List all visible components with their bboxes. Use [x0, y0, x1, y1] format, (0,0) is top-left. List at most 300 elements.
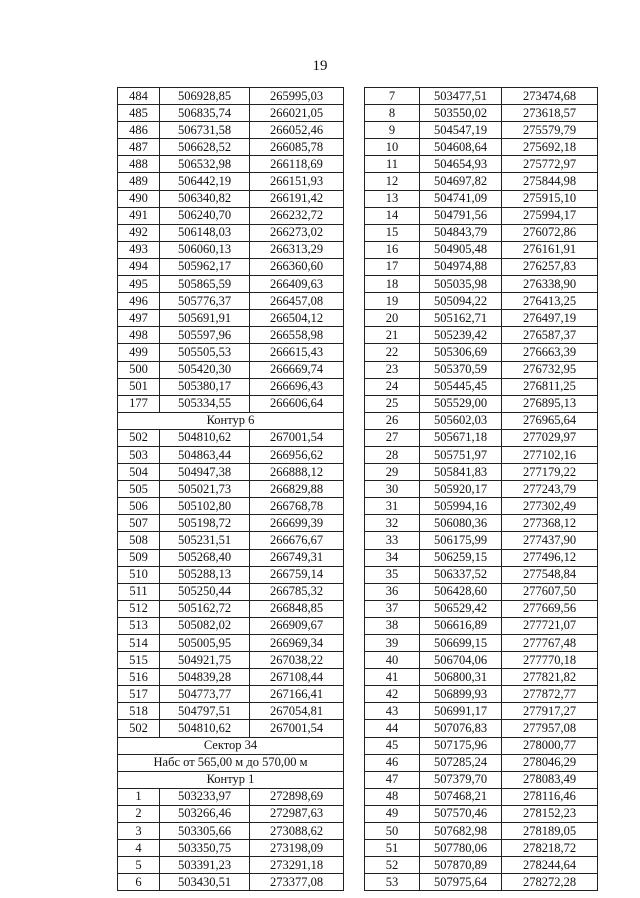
x-coordinate-cell: 505021,73 [160, 481, 250, 498]
point-number-cell: 491 [118, 207, 160, 224]
y-coordinate-cell: 276497,19 [502, 310, 598, 327]
x-coordinate-cell: 505691,91 [160, 310, 250, 327]
section-header-row [118, 754, 344, 771]
table-row [365, 549, 598, 566]
point-number-cell: 18 [365, 276, 420, 293]
table-row [365, 344, 598, 361]
point-number-cell: 40 [365, 652, 420, 669]
table-row [365, 481, 598, 498]
x-coordinate-cell: 505239,42 [420, 327, 502, 344]
x-coordinate-cell: 506532,98 [160, 156, 250, 173]
y-coordinate-cell: 275772,97 [502, 156, 598, 173]
y-coordinate-cell: 276587,37 [502, 327, 598, 344]
y-coordinate-cell: 275994,17 [502, 207, 598, 224]
x-coordinate-cell: 505380,17 [160, 378, 250, 395]
x-coordinate-cell: 506699,15 [420, 635, 502, 652]
coordinates-table-left [117, 87, 344, 891]
point-number-cell: 494 [118, 258, 160, 275]
section-header: Набс от 565,00 м до 570,00 м [118, 754, 344, 771]
point-number-cell: 36 [365, 583, 420, 600]
point-number-cell: 498 [118, 327, 160, 344]
y-coordinate-cell: 276413,25 [502, 293, 598, 310]
x-coordinate-cell: 505306,69 [420, 344, 502, 361]
point-number-cell: 31 [365, 498, 420, 515]
point-number-cell: 497 [118, 310, 160, 327]
table-row [118, 88, 344, 105]
y-coordinate-cell: 266052,46 [250, 122, 344, 139]
x-coordinate-cell: 505920,17 [420, 481, 502, 498]
y-coordinate-cell: 266273,02 [250, 224, 344, 241]
x-coordinate-cell: 504905,48 [420, 241, 502, 258]
x-coordinate-cell: 504608,64 [420, 139, 502, 156]
x-coordinate-cell: 507468,21 [420, 788, 502, 805]
point-number-cell: 501 [118, 378, 160, 395]
table-row [365, 276, 598, 293]
x-coordinate-cell: 504843,79 [420, 224, 502, 241]
x-coordinate-cell: 506080,36 [420, 515, 502, 532]
y-coordinate-cell: 267108,44 [250, 669, 344, 686]
point-number-cell: 37 [365, 600, 420, 617]
point-number-cell: 8 [365, 105, 420, 122]
table-row [118, 344, 344, 361]
y-coordinate-cell: 277872,77 [502, 686, 598, 703]
table-row [118, 258, 344, 275]
x-coordinate-cell: 505994,16 [420, 498, 502, 515]
y-coordinate-cell: 272898,69 [250, 788, 344, 805]
point-number-cell: 10 [365, 139, 420, 156]
table-row [365, 720, 598, 737]
table-row [118, 857, 344, 874]
table-row [365, 686, 598, 703]
y-coordinate-cell: 266759,14 [250, 566, 344, 583]
point-number-cell: 13 [365, 190, 420, 207]
table-row [365, 498, 598, 515]
point-number-cell: 509 [118, 549, 160, 566]
x-coordinate-cell: 506060,13 [160, 241, 250, 258]
table-row [365, 635, 598, 652]
y-coordinate-cell: 267001,54 [250, 720, 344, 737]
y-coordinate-cell: 266606,64 [250, 395, 344, 412]
point-number-cell: 33 [365, 532, 420, 549]
y-coordinate-cell: 266118,69 [250, 156, 344, 173]
table-row [118, 498, 344, 515]
x-coordinate-cell: 506337,52 [420, 566, 502, 583]
section-header: Контур 1 [118, 771, 344, 788]
x-coordinate-cell: 504697,82 [420, 173, 502, 190]
point-number-cell: 20 [365, 310, 420, 327]
x-coordinate-cell: 504810,62 [160, 720, 250, 737]
page-number: 19 [312, 58, 328, 74]
y-coordinate-cell: 277721,07 [502, 617, 598, 634]
x-coordinate-cell: 506240,70 [160, 207, 250, 224]
y-coordinate-cell: 275692,18 [502, 139, 598, 156]
table-row [118, 190, 344, 207]
table-row [365, 515, 598, 532]
point-number-cell: 17 [365, 258, 420, 275]
point-number-cell: 513 [118, 617, 160, 634]
x-coordinate-cell: 503391,23 [160, 857, 250, 874]
x-coordinate-cell: 507975,64 [420, 874, 502, 891]
x-coordinate-cell: 506442,19 [160, 173, 250, 190]
y-coordinate-cell: 266021,05 [250, 105, 344, 122]
table-row [118, 361, 344, 378]
table-row [118, 823, 344, 840]
x-coordinate-cell: 507379,70 [420, 771, 502, 788]
x-coordinate-cell: 503305,66 [160, 823, 250, 840]
table-row [118, 429, 344, 446]
y-coordinate-cell: 267166,41 [250, 686, 344, 703]
y-coordinate-cell: 273377,08 [250, 874, 344, 891]
table-row [118, 805, 344, 822]
point-number-cell: 502 [118, 720, 160, 737]
table-row [365, 566, 598, 583]
point-number-cell: 51 [365, 840, 420, 857]
y-coordinate-cell: 266313,29 [250, 241, 344, 258]
x-coordinate-cell: 505776,37 [160, 293, 250, 310]
point-number-cell: 487 [118, 139, 160, 156]
x-coordinate-cell: 506704,06 [420, 652, 502, 669]
table-row [365, 105, 598, 122]
y-coordinate-cell: 277302,49 [502, 498, 598, 515]
y-coordinate-cell: 278244,64 [502, 857, 598, 874]
point-number-cell: 16 [365, 241, 420, 258]
point-number-cell: 484 [118, 88, 160, 105]
y-coordinate-cell: 278189,05 [502, 823, 598, 840]
table-row [365, 156, 598, 173]
table-row [118, 173, 344, 190]
point-number-cell: 496 [118, 293, 160, 310]
x-coordinate-cell: 505370,59 [420, 361, 502, 378]
point-number-cell: 34 [365, 549, 420, 566]
point-number-cell: 52 [365, 857, 420, 874]
table-row [365, 412, 598, 429]
x-coordinate-cell: 506259,15 [420, 549, 502, 566]
y-coordinate-cell: 278083,49 [502, 771, 598, 788]
table-row [118, 327, 344, 344]
point-number-cell: 15 [365, 224, 420, 241]
point-number-cell: 486 [118, 122, 160, 139]
point-number-cell: 12 [365, 173, 420, 190]
point-number-cell: 489 [118, 173, 160, 190]
table-row [118, 566, 344, 583]
table-body [118, 88, 344, 891]
table-row [365, 429, 598, 446]
table-row [365, 361, 598, 378]
x-coordinate-cell: 504810,62 [160, 429, 250, 446]
x-coordinate-cell: 504797,51 [160, 703, 250, 720]
point-number-cell: 14 [365, 207, 420, 224]
point-number-cell: 53 [365, 874, 420, 891]
y-coordinate-cell: 277669,56 [502, 600, 598, 617]
point-number-cell: 24 [365, 378, 420, 395]
table-row [365, 737, 598, 754]
x-coordinate-cell: 505962,17 [160, 258, 250, 275]
point-number-cell: 46 [365, 754, 420, 771]
point-number-cell: 510 [118, 566, 160, 583]
x-coordinate-cell: 507682,98 [420, 823, 502, 840]
table-row [118, 156, 344, 173]
x-coordinate-cell: 506628,52 [160, 139, 250, 156]
table-row [365, 703, 598, 720]
x-coordinate-cell: 507780,06 [420, 840, 502, 857]
x-coordinate-cell: 504547,19 [420, 122, 502, 139]
x-coordinate-cell: 505420,30 [160, 361, 250, 378]
x-coordinate-cell: 503477,51 [420, 88, 502, 105]
table-row [118, 207, 344, 224]
x-coordinate-cell: 506731,58 [160, 122, 250, 139]
section-header-row [118, 737, 344, 754]
table-row [365, 139, 598, 156]
point-number-cell: 39 [365, 635, 420, 652]
x-coordinate-cell: 505529,00 [420, 395, 502, 412]
y-coordinate-cell: 273474,68 [502, 88, 598, 105]
table-row [118, 122, 344, 139]
x-coordinate-cell: 506616,89 [420, 617, 502, 634]
y-coordinate-cell: 266615,43 [250, 344, 344, 361]
x-coordinate-cell: 505005,95 [160, 635, 250, 652]
table-row [365, 122, 598, 139]
y-coordinate-cell: 266768,78 [250, 498, 344, 515]
x-coordinate-cell: 505035,98 [420, 276, 502, 293]
point-number-cell: 4 [118, 840, 160, 857]
point-number-cell: 43 [365, 703, 420, 720]
point-number-cell: 25 [365, 395, 420, 412]
x-coordinate-cell: 505250,44 [160, 583, 250, 600]
table-body [365, 88, 598, 891]
table-row [118, 481, 344, 498]
y-coordinate-cell: 266909,67 [250, 617, 344, 634]
y-coordinate-cell: 277179,22 [502, 464, 598, 481]
table-row [118, 446, 344, 463]
table-row [365, 88, 598, 105]
x-coordinate-cell: 505841,83 [420, 464, 502, 481]
x-coordinate-cell: 506340,82 [160, 190, 250, 207]
y-coordinate-cell: 276338,90 [502, 276, 598, 293]
x-coordinate-cell: 506148,03 [160, 224, 250, 241]
x-coordinate-cell: 504791,56 [420, 207, 502, 224]
point-number-cell: 2 [118, 805, 160, 822]
y-coordinate-cell: 267038,22 [250, 652, 344, 669]
point-number-cell: 495 [118, 276, 160, 293]
table-row [365, 788, 598, 805]
x-coordinate-cell: 505865,59 [160, 276, 250, 293]
x-coordinate-cell: 507076,83 [420, 720, 502, 737]
point-number-cell: 485 [118, 105, 160, 122]
table-row [365, 532, 598, 549]
x-coordinate-cell: 505334,55 [160, 395, 250, 412]
y-coordinate-cell: 267001,54 [250, 429, 344, 446]
x-coordinate-cell: 505751,97 [420, 446, 502, 463]
table-row [365, 207, 598, 224]
y-coordinate-cell: 266956,62 [250, 446, 344, 463]
table-row [118, 276, 344, 293]
table-row [365, 395, 598, 412]
point-number-cell: 49 [365, 805, 420, 822]
y-coordinate-cell: 275915,10 [502, 190, 598, 207]
y-coordinate-cell: 276257,83 [502, 258, 598, 275]
x-coordinate-cell: 504839,28 [160, 669, 250, 686]
point-number-cell: 490 [118, 190, 160, 207]
table-row [118, 788, 344, 805]
table-row [118, 395, 344, 412]
table-row [365, 293, 598, 310]
y-coordinate-cell: 273291,18 [250, 857, 344, 874]
x-coordinate-cell: 505671,18 [420, 429, 502, 446]
point-number-cell: 38 [365, 617, 420, 634]
y-coordinate-cell: 278046,29 [502, 754, 598, 771]
point-number-cell: 504 [118, 464, 160, 481]
point-number-cell: 47 [365, 771, 420, 788]
point-number-cell: 6 [118, 874, 160, 891]
table-row [365, 840, 598, 857]
y-coordinate-cell: 272987,63 [250, 805, 344, 822]
point-number-cell: 29 [365, 464, 420, 481]
x-coordinate-cell: 506835,74 [160, 105, 250, 122]
table-row [365, 823, 598, 840]
point-number-cell: 9 [365, 122, 420, 139]
y-coordinate-cell: 266360,60 [250, 258, 344, 275]
table-row [118, 515, 344, 532]
point-number-cell: 503 [118, 446, 160, 463]
x-coordinate-cell: 504654,93 [420, 156, 502, 173]
y-coordinate-cell: 276161,91 [502, 241, 598, 258]
y-coordinate-cell: 276663,39 [502, 344, 598, 361]
y-coordinate-cell: 277029,97 [502, 429, 598, 446]
table-row [118, 703, 344, 720]
table-row [118, 532, 344, 549]
point-number-cell: 5 [118, 857, 160, 874]
y-coordinate-cell: 267054,81 [250, 703, 344, 720]
y-coordinate-cell: 277496,12 [502, 549, 598, 566]
table-row [365, 190, 598, 207]
y-coordinate-cell: 278000,77 [502, 737, 598, 754]
point-number-cell: 23 [365, 361, 420, 378]
point-number-cell: 502 [118, 429, 160, 446]
y-coordinate-cell: 277102,16 [502, 446, 598, 463]
section-header: Сектор 34 [118, 737, 344, 754]
x-coordinate-cell: 506529,42 [420, 600, 502, 617]
y-coordinate-cell: 266749,31 [250, 549, 344, 566]
point-number-cell: 50 [365, 823, 420, 840]
x-coordinate-cell: 505102,80 [160, 498, 250, 515]
point-number-cell: 493 [118, 241, 160, 258]
point-number-cell: 177 [118, 395, 160, 412]
table-row [365, 874, 598, 891]
point-number-cell: 48 [365, 788, 420, 805]
y-coordinate-cell: 266699,39 [250, 515, 344, 532]
y-coordinate-cell: 277821,82 [502, 669, 598, 686]
section-header-row [118, 412, 344, 429]
table-row [118, 293, 344, 310]
table-row [365, 771, 598, 788]
section-header-row [118, 771, 344, 788]
table-row [365, 583, 598, 600]
point-number-cell: 11 [365, 156, 420, 173]
point-number-cell: 42 [365, 686, 420, 703]
x-coordinate-cell: 504863,44 [160, 446, 250, 463]
point-number-cell: 507 [118, 515, 160, 532]
point-number-cell: 35 [365, 566, 420, 583]
point-number-cell: 27 [365, 429, 420, 446]
point-number-cell: 41 [365, 669, 420, 686]
table-row [118, 583, 344, 600]
point-number-cell: 32 [365, 515, 420, 532]
y-coordinate-cell: 266409,63 [250, 276, 344, 293]
y-coordinate-cell: 265995,03 [250, 88, 344, 105]
point-number-cell: 506 [118, 498, 160, 515]
x-coordinate-cell: 505162,71 [420, 310, 502, 327]
y-coordinate-cell: 266888,12 [250, 464, 344, 481]
point-number-cell: 28 [365, 446, 420, 463]
table-row [118, 840, 344, 857]
x-coordinate-cell: 506428,60 [420, 583, 502, 600]
table-row [118, 139, 344, 156]
x-coordinate-cell: 504974,88 [420, 258, 502, 275]
point-number-cell: 505 [118, 481, 160, 498]
y-coordinate-cell: 266558,98 [250, 327, 344, 344]
y-coordinate-cell: 266151,93 [250, 173, 344, 190]
table-row [118, 241, 344, 258]
table-row [118, 378, 344, 395]
y-coordinate-cell: 276895,13 [502, 395, 598, 412]
y-coordinate-cell: 277368,12 [502, 515, 598, 532]
y-coordinate-cell: 277243,79 [502, 481, 598, 498]
x-coordinate-cell: 505597,96 [160, 327, 250, 344]
table-row [118, 635, 344, 652]
y-coordinate-cell: 278272,28 [502, 874, 598, 891]
table-row [365, 241, 598, 258]
y-coordinate-cell: 266696,43 [250, 378, 344, 395]
point-number-cell: 488 [118, 156, 160, 173]
point-number-cell: 512 [118, 600, 160, 617]
table-row [118, 464, 344, 481]
y-coordinate-cell: 266669,74 [250, 361, 344, 378]
y-coordinate-cell: 278218,72 [502, 840, 598, 857]
table-row [365, 617, 598, 634]
point-number-cell: 21 [365, 327, 420, 344]
point-number-cell: 44 [365, 720, 420, 737]
y-coordinate-cell: 276965,64 [502, 412, 598, 429]
x-coordinate-cell: 504947,38 [160, 464, 250, 481]
y-coordinate-cell: 277917,27 [502, 703, 598, 720]
point-number-cell: 511 [118, 583, 160, 600]
x-coordinate-cell: 506991,17 [420, 703, 502, 720]
y-coordinate-cell: 277607,50 [502, 583, 598, 600]
table-row [365, 669, 598, 686]
point-number-cell: 30 [365, 481, 420, 498]
x-coordinate-cell: 503266,46 [160, 805, 250, 822]
point-number-cell: 26 [365, 412, 420, 429]
table-row [365, 805, 598, 822]
point-number-cell: 3 [118, 823, 160, 840]
x-coordinate-cell: 507285,24 [420, 754, 502, 771]
table-row [365, 600, 598, 617]
point-number-cell: 19 [365, 293, 420, 310]
x-coordinate-cell: 503550,02 [420, 105, 502, 122]
point-number-cell: 22 [365, 344, 420, 361]
table-row [365, 446, 598, 463]
y-coordinate-cell: 266191,42 [250, 190, 344, 207]
x-coordinate-cell: 507175,96 [420, 737, 502, 754]
section-header: Контур 6 [118, 412, 344, 429]
x-coordinate-cell: 504741,09 [420, 190, 502, 207]
table-row [365, 310, 598, 327]
coordinates-table-right [364, 87, 598, 891]
y-coordinate-cell: 266085,78 [250, 139, 344, 156]
table-row [118, 617, 344, 634]
y-coordinate-cell: 277548,84 [502, 566, 598, 583]
x-coordinate-cell: 504773,77 [160, 686, 250, 703]
